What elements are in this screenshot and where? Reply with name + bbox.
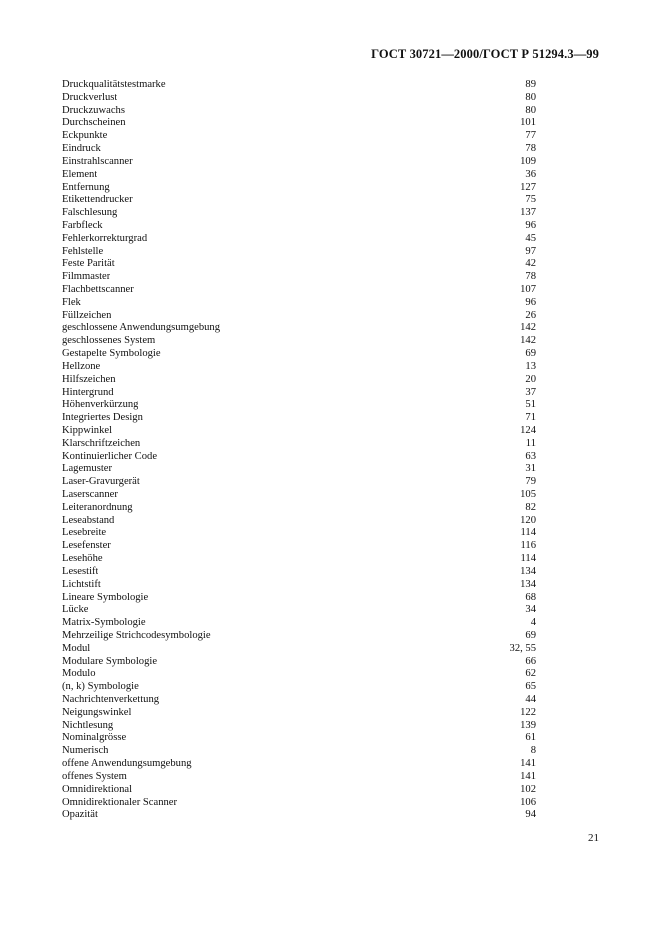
index-term: Fehlerkorrekturgrad: [62, 232, 148, 244]
index-page-ref: 32, 55: [509, 642, 536, 654]
index-page-ref: 69: [525, 348, 536, 360]
index-term: Fehlstelle: [62, 245, 104, 257]
index-page-ref: 34: [525, 604, 536, 616]
document-header: ГОСТ 30721—2000/ГОСТ Р 51294.3—99: [371, 47, 599, 61]
index-page-ref: 63: [525, 450, 536, 462]
index-page-ref: 61: [525, 732, 536, 744]
index-entry: [62, 463, 536, 476]
index-term: Falschlesung: [62, 207, 118, 219]
index-page-ref: 107: [520, 284, 536, 295]
index-entry: [62, 156, 536, 169]
index-term: Nichtlesung: [62, 719, 114, 731]
index-entry: [62, 540, 536, 553]
index-term: Lineare Symbologie: [62, 591, 149, 603]
index-page-ref: 141: [520, 770, 536, 782]
index-entry: [62, 720, 536, 733]
index-term: Farbfleck: [62, 219, 103, 231]
index-term: Laserscanner: [62, 489, 118, 500]
index-entry: [62, 476, 536, 489]
index-page-ref: 97: [525, 245, 536, 257]
index-term: Lesefenster: [62, 540, 111, 552]
index-term: Omnidirektionaler Scanner: [62, 796, 178, 808]
index-term: Modulare Symbologie: [62, 655, 158, 667]
index-page-ref: 68: [525, 591, 536, 603]
index-term: Flachbettscanner: [62, 284, 134, 295]
index-entry: [62, 630, 536, 643]
index-term: Leseabstand: [62, 514, 115, 526]
index-term: Hellzone: [62, 360, 101, 372]
index-page-ref: 78: [525, 271, 536, 283]
index-entry: [62, 117, 536, 130]
index-term: Filmmaster: [62, 271, 111, 283]
index-page-ref: 66: [525, 655, 536, 667]
index-entry: [62, 182, 536, 195]
index-entry: [62, 797, 536, 810]
index-entry: [62, 92, 536, 105]
index-page-ref: 75: [525, 194, 536, 206]
index-entry: [62, 604, 536, 617]
index-entry: [62, 732, 536, 745]
index-term: Element: [62, 168, 98, 180]
index-entry: [62, 771, 536, 784]
index-term: Kippwinkel: [62, 424, 113, 436]
index-page-ref: 51: [525, 399, 536, 411]
index-term: Lesebreite: [62, 527, 107, 539]
index-entry: [62, 579, 536, 592]
index-page-ref: 37: [525, 386, 536, 398]
index-page-ref: 80: [525, 104, 536, 116]
index-page-ref: 78: [525, 143, 536, 155]
index-term: Flek: [62, 296, 81, 308]
index-term: Druckzuwachs: [62, 104, 125, 116]
index-entry: [62, 207, 536, 220]
index-entry: [62, 399, 536, 412]
index-entry: [62, 707, 536, 720]
index-entry: [62, 271, 536, 284]
index-entry: [62, 668, 536, 681]
index-term: Feste Parität: [62, 258, 115, 270]
index-term: Eindruck: [62, 143, 101, 155]
index-page-ref: 141: [520, 758, 536, 770]
index-term: Omnidirektional: [62, 783, 133, 795]
index-term: Lichtstift: [62, 578, 101, 590]
index-term: Matrix-Symbologie: [62, 617, 146, 629]
index-entry: [62, 643, 536, 656]
index-term: offenes System: [62, 770, 127, 782]
index-term: Etikettendrucker: [62, 194, 133, 206]
index-entry: [62, 412, 536, 425]
index-page-ref: 139: [520, 719, 536, 731]
index-entry: [62, 169, 536, 182]
index-term: Entfernung: [62, 181, 110, 193]
index-entry: [62, 194, 536, 207]
index-term: Einstrahlscanner: [62, 155, 133, 167]
index-page-ref: 142: [520, 335, 536, 347]
index-entry: [62, 758, 536, 771]
index-page-ref: 94: [525, 809, 536, 821]
index-entry: [62, 322, 536, 335]
index-term: Hintergrund: [62, 386, 114, 398]
index-entry: [62, 438, 536, 451]
index-entry: [62, 592, 536, 605]
index-page-ref: 20: [525, 373, 536, 385]
index-page-ref: 71: [525, 412, 536, 424]
index-term: Füllzeichen: [62, 309, 112, 321]
index-page-ref: 109: [520, 155, 536, 167]
index-entry: [62, 246, 536, 259]
index-entry: [62, 130, 536, 143]
index-term: Integriertes Design: [62, 412, 143, 424]
index-page-ref: 120: [520, 514, 536, 526]
index-term: Modulo: [62, 668, 96, 680]
index-entry: [62, 515, 536, 528]
index-entry: [62, 809, 536, 822]
index-page-ref: 79: [525, 476, 536, 488]
index-term: Lücke: [62, 604, 89, 616]
index-term: Modul: [62, 642, 91, 654]
index-entry: [62, 348, 536, 361]
index-entry: [62, 387, 536, 400]
index-term: Druckverlust: [62, 91, 118, 103]
index-term: Nachrichtenverkettung: [62, 694, 160, 705]
index-page-ref: 106: [520, 796, 536, 808]
index-page-ref: 4: [530, 617, 536, 629]
index-page-ref: 62: [525, 668, 536, 680]
index-entry: [62, 527, 536, 540]
index-entry: [62, 617, 536, 630]
index-entry: [62, 297, 536, 310]
index-page-ref: 142: [520, 322, 536, 334]
index-list: [62, 79, 536, 822]
index-page-ref: 102: [520, 783, 536, 795]
index-page-ref: 116: [520, 540, 536, 552]
index-entry: [62, 745, 536, 758]
index-page-ref: 11: [525, 437, 536, 449]
index-page-ref: 122: [520, 706, 536, 718]
index-entry: [62, 502, 536, 515]
index-page-ref: 26: [525, 309, 536, 321]
index-page-ref: 124: [520, 424, 536, 436]
index-page-ref: 42: [525, 258, 536, 270]
index-page-ref: 137: [520, 207, 536, 219]
index-entry: [62, 694, 536, 707]
index-term: Lesehöhe: [62, 553, 103, 565]
index-entry: [62, 656, 536, 669]
index-entry: [62, 489, 536, 502]
index-entry: [62, 451, 536, 464]
index-entry: [62, 566, 536, 579]
index-term: Neigungswinkel: [62, 706, 132, 718]
index-term: Klarschriftzeichen: [62, 437, 141, 449]
index-entry: [62, 233, 536, 246]
index-entry: [62, 79, 536, 92]
index-page-ref: 36: [525, 168, 536, 180]
index-term: Nominalgrösse: [62, 732, 127, 744]
index-page-ref: 96: [525, 296, 536, 308]
index-term: Eckpunkte: [62, 130, 108, 142]
index-entry: [62, 425, 536, 438]
index-page-ref: 44: [525, 694, 536, 705]
index-entry: [62, 553, 536, 566]
index-page-ref: 114: [520, 553, 536, 565]
index-term: offene Anwendungsumgebung: [62, 758, 192, 770]
index-page-ref: 45: [525, 232, 536, 244]
index-page-ref: 134: [520, 578, 536, 590]
index-entry: [62, 258, 536, 271]
index-entry: [62, 374, 536, 387]
index-term: Durchscheinen: [62, 117, 126, 129]
index-term: Höhenverkürzung: [62, 399, 139, 411]
index-page-ref: 89: [525, 79, 536, 90]
index-page-ref: 13: [525, 360, 536, 372]
index-term: Leiteranordnung: [62, 501, 133, 513]
index-term: Lesestift: [62, 565, 99, 577]
index-term: Opazität: [62, 809, 98, 821]
index-entry: [62, 361, 536, 374]
index-term: geschlossene Anwendungsumgebung: [62, 322, 221, 334]
index-page-ref: 8: [530, 745, 536, 757]
index-term: (n, k) Symbologie: [62, 681, 139, 693]
index-page-ref: 114: [520, 527, 536, 539]
index-page-ref: 96: [525, 219, 536, 231]
index-entry: [62, 335, 536, 348]
index-entry: [62, 681, 536, 694]
index-page-ref: 77: [525, 130, 536, 142]
index-page-ref: 31: [525, 463, 536, 475]
index-term: Mehrzeilige Strichcodesymbologie: [62, 629, 211, 641]
index-term: Numerisch: [62, 745, 109, 757]
index-page-ref: 134: [520, 565, 536, 577]
index-entry: [62, 784, 536, 797]
index-page-ref: 101: [520, 117, 536, 129]
index-entry: [62, 284, 536, 297]
index-page-ref: 105: [520, 489, 536, 500]
index-page-ref: 65: [525, 681, 536, 693]
index-page-ref: 82: [525, 501, 536, 513]
index-entry: [62, 143, 536, 156]
index-term: Lagemuster: [62, 463, 113, 475]
index-term: geschlossenes System: [62, 335, 156, 347]
index-page-ref: 80: [525, 91, 536, 103]
index-term: Laser-Gravurgerät: [62, 476, 140, 488]
index-term: Druckqualitätstestmarke: [62, 79, 166, 90]
index-term: Kontinuierlicher Code: [62, 450, 158, 462]
page-number: 21: [588, 832, 599, 844]
index-page-ref: 127: [520, 181, 536, 193]
index-entry: [62, 310, 536, 323]
index-term: Hilfszeichen: [62, 373, 116, 385]
index-entry: [62, 105, 536, 118]
index-entry: [62, 220, 536, 233]
index-page-ref: 69: [525, 629, 536, 641]
index-term: Gestapelte Symbologie: [62, 348, 161, 360]
